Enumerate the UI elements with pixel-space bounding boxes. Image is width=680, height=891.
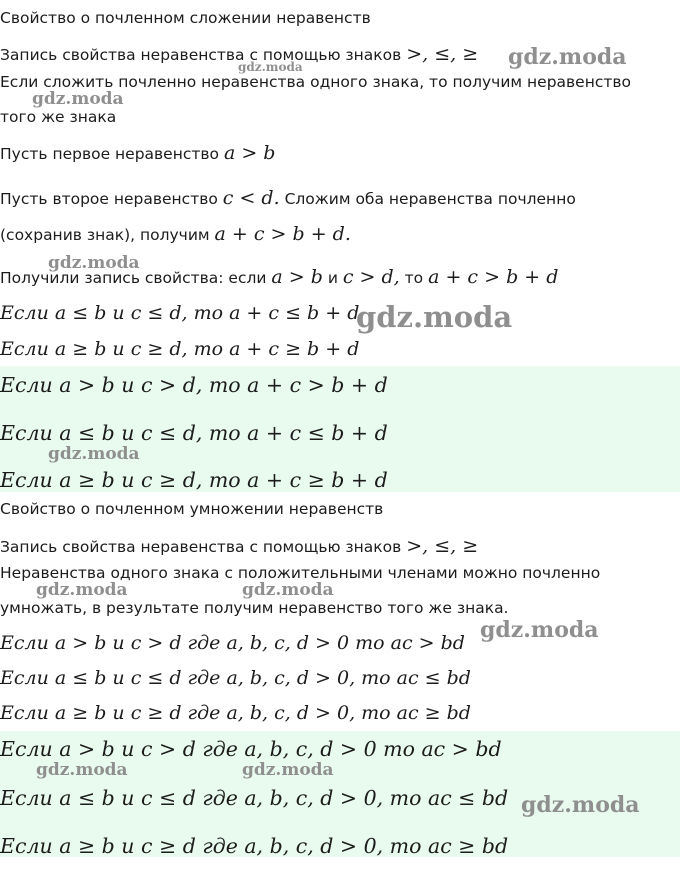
- first-inequality-line: Пусть первое неравенство a > b: [0, 142, 276, 164]
- section1-title: Свойство о почленном сложении неравенств: [0, 9, 371, 27]
- section2-signs-line: Запись свойства неравенства с помощью знаков >, ≤, ≥: [0, 535, 479, 557]
- watermark: gdz.moda: [242, 760, 334, 780]
- signs-math: >, ≤, ≥: [406, 43, 479, 65]
- first-inequality-math: a > b: [223, 142, 276, 164]
- signs-math-2: >, ≤, ≥: [406, 535, 479, 557]
- section2-title: Свойство о почленном умножении неравенств: [0, 500, 384, 518]
- sum-summary-row-ge: Если a ≥ b и c ≥ d, то a + c ≥ b + d: [0, 468, 388, 492]
- watermark: gdz.moda: [36, 580, 128, 600]
- watermark: gdz.moda: [521, 792, 640, 818]
- watermark: gdz.moda: [48, 444, 140, 464]
- watermark: gdz.moda: [32, 89, 124, 109]
- watermark: gdz.moda: [356, 300, 513, 334]
- sum-result-math: a + c > b + d.: [214, 223, 351, 245]
- property-line: Получили запись свойства: если a > b и c > d, то a + c > b + d: [0, 266, 559, 288]
- watermark: gdz.moda: [242, 580, 334, 600]
- second-inequality-math: c < d.: [222, 187, 280, 209]
- product-summary-row-ge: Если a ≥ b и c ≥ d где a, b, c, d > 0, то ac ≥ bd: [0, 834, 509, 858]
- watermark: gdz.moda: [48, 253, 140, 273]
- watermark: gdz.moda: [36, 760, 128, 780]
- second-inequality-line: Пусть второе неравенство c < d. Сложим оба неравенства почленно: [0, 187, 576, 209]
- product-case-ge: Если a ≥ b и c ≥ d где a, b, c, d > 0, то ac ≥ bd: [0, 702, 471, 724]
- section2-rule-line1: Неравенства одного знака с положительными членами можно почленно: [0, 564, 601, 582]
- section1-rule-line2: того же знака: [0, 108, 117, 126]
- sum-summary-row-le: Если a ≤ b и c ≤ d, то a + c ≤ b + d: [0, 421, 388, 445]
- sum-result-line: (сохранив знак), получим a + c > b + d.: [0, 223, 351, 245]
- section1-rule-line1: Если сложить почленно неравенства одного знака, то получим неравенство: [0, 73, 632, 91]
- product-summary-row-gt: Если a > b и c > d где a, b, c, d > 0 то ac > bd: [0, 737, 502, 761]
- section2-rule-line2: умножать, в результате получим неравенство того же знака.: [0, 599, 509, 617]
- case-le-line: Если a ≤ b и c ≤ d, то a + c ≤ b + d: [0, 302, 360, 324]
- product-case-le: Если a ≤ b и c ≤ d где a, b, c, d > 0, то ac ≤ bd: [0, 667, 471, 689]
- sum-summary-row-gt: Если a > b и c > d, то a + c > b + d: [0, 373, 388, 397]
- case-ge-line: Если a ≥ b и c ≥ d, то a + c ≥ b + d: [0, 338, 360, 360]
- sum-summary-box: [0, 366, 680, 492]
- section1-signs-line: Запись свойства неравенства с помощью знаков >, ≤, ≥: [0, 43, 479, 65]
- product-case-gt: Если a > b и c > d где a, b, c, d > 0 то ac > bd: [0, 632, 465, 654]
- watermark: gdz.moda: [480, 617, 599, 643]
- product-summary-row-le: Если a ≤ b и c ≤ d где a, b, c, d > 0, то ac ≤ bd: [0, 786, 509, 810]
- watermark: gdz.moda: [238, 60, 303, 74]
- watermark: gdz.moda: [508, 44, 627, 70]
